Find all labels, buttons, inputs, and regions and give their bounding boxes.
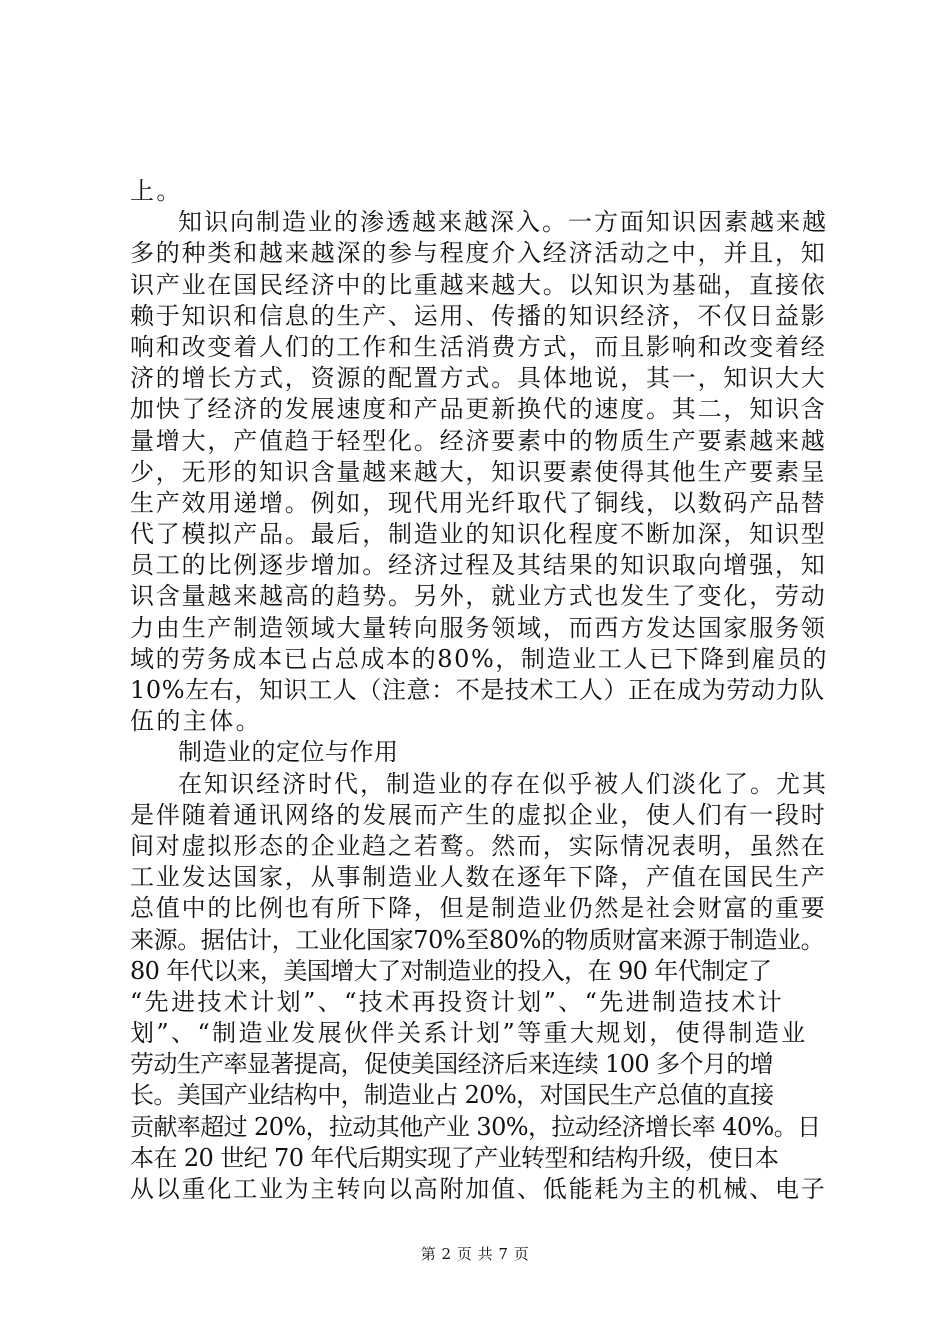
text-line: 员工的比例逐步增加。经济过程及其结果的知识取向增强，知 xyxy=(130,551,827,580)
text-line: 量增大，产值趋于轻型化。经济要素中的物质生产要素越来越 xyxy=(130,426,827,455)
document-body xyxy=(130,176,830,1205)
text-line: 本在 20 世纪 70 年代后期实现了产业转型和结构升级，使日本 xyxy=(130,1143,779,1172)
text-line: 是伴随着通讯网络的发展而产生的虚拟企业，使人们有一段时 xyxy=(130,800,827,829)
text-line: 生产效用递增。例如，现代用光纤取代了铜线，以数码产品替 xyxy=(130,488,827,517)
text-line: 少，无形的知识含量越来越大，知识要素使得其他生产要素呈 xyxy=(130,457,827,486)
text-line: 识产业在国民经济中的比重越来越大。以知识为基础，直接依 xyxy=(130,270,827,299)
text-line: 伍的主体。 xyxy=(130,707,262,736)
paragraph-first-line: 在知识经济时代，制造业的存在似乎被人们淡化了。尤其 xyxy=(178,769,828,798)
text-line: 多的种类和越来越深的参与程度介入经济活动之中，并且，知 xyxy=(130,239,827,268)
text-line: 80 年代以来，美国增大了对制造业的投入，在 90 年代制定了 xyxy=(130,956,772,985)
text-line: 上。 xyxy=(130,177,183,205)
text-line: 工业发达国家，从事制造业人数在逐年下降，产值在国民生产 xyxy=(130,863,827,892)
text-line: 贡献率超过 20%，拉动其他产业 30%，拉动经济增长率 40%。日 xyxy=(130,1112,821,1141)
text-line: “先进技术计划”、“技术再投资计划”、“先进制造技术计 xyxy=(130,987,785,1016)
text-line: 间对虚拟形态的企业趋之若鹜。然而，实际情况表明，虽然在 xyxy=(130,831,827,860)
text-line: 济的增长方式，资源的配置方式。具体地说，其一，知识大大 xyxy=(130,364,827,393)
text-line: 总值中的比例也有所下降，但是制造业仍然是社会财富的重要 xyxy=(130,894,827,923)
text-line: 域的劳务成本已占总成本的80%，制造业工人已下降到雇员的 xyxy=(130,644,829,673)
section-heading: 制造业的定位与作用 xyxy=(178,738,399,767)
text-line: 从以重化工业为主转向以高附加值、低能耗为主的机械、电子 xyxy=(130,1175,827,1203)
text-line: 代了模拟产品。最后，制造业的知识化程度不断加深，知识型 xyxy=(130,520,827,549)
text-line: 10%左右，知识工人（注意：不是技术工人）正在成为劳动力队 xyxy=(130,676,825,704)
text-line: 识含量越来越高的趋势。另外，就业方式也发生了变化，劳动 xyxy=(130,582,827,611)
text-line: 划”、“制造业发展伙伴关系计划”等重大规划，使得制造业 xyxy=(130,1019,808,1048)
page-number-footer: 第 2 页 共 7 页 xyxy=(420,1245,530,1263)
text-line: 加快了经济的发展速度和产品更新换代的速度。其二，知识含 xyxy=(130,395,827,424)
text-line: 长。美国产业结构中，制造业占 20%，对国民生产总值的直接 xyxy=(130,1081,774,1110)
text-line: 力由生产制造领域大量转向服务领域，而西方发达国家服务领 xyxy=(130,613,827,642)
text-line: 响和改变着人们的工作和生活消费方式，而且影响和改变着经 xyxy=(130,332,827,361)
paragraph-first-line: 知识向制造业的渗透越来越深入。一方面知识因素越来越 xyxy=(178,208,828,237)
text-line: 赖于知识和信息的生产、运用、传播的知识经济，不仅日益影 xyxy=(130,301,827,330)
text-line: 劳动生产率显著提高，促使美国经济后来连续 100 多个月的增 xyxy=(130,1050,774,1079)
text-line: 来源。据估计，工业化国家70%至80%的物质财富来源于制造业。 xyxy=(130,925,825,954)
